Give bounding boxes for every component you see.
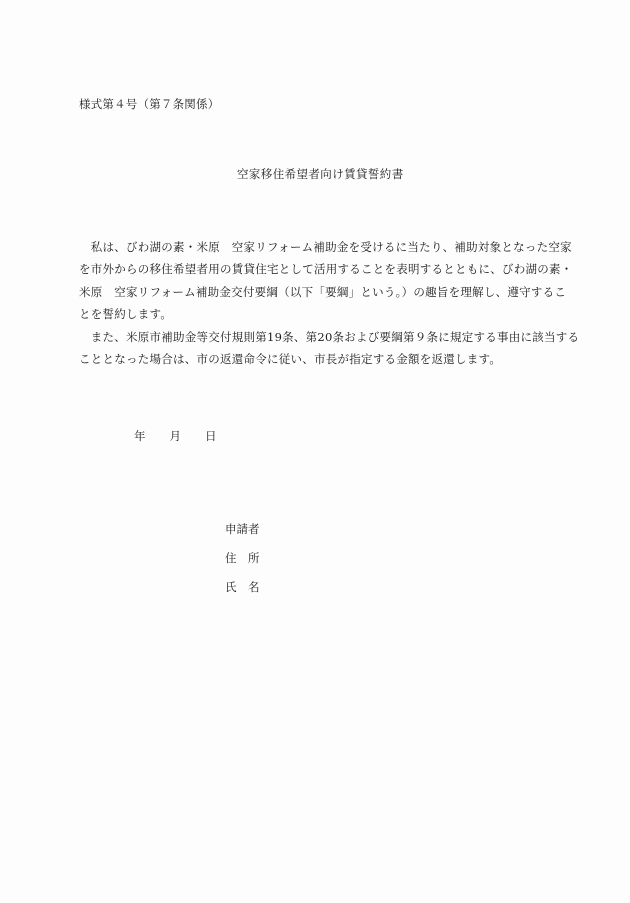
pledge-body: [79, 236, 580, 370]
paragraph-1-line-1: 私は、びわ湖の素・米原 空家リフォーム補助金を受けるに当たり、補助対象となった空家: [79, 240, 572, 254]
form-number: 様式第４号（第７条関係）: [79, 97, 220, 111]
applicant-label: 申請者: [225, 522, 260, 536]
signature-block: [225, 521, 260, 608]
address-label: 住 所: [225, 551, 260, 565]
year-label: 年: [134, 429, 146, 443]
paragraph-1-line-2: を市外からの移住希望者用の賃貸住宅として活用することを表明するとともに、びわ湖の素・: [79, 262, 573, 277]
month-label: 月: [169, 429, 181, 443]
paragraph-1-line-4: とを誓約します。: [79, 307, 173, 322]
name-label: 氏 名: [225, 580, 260, 594]
document-title: 空家移住希望者向け賃貸誓約書: [237, 167, 404, 181]
date-line: [134, 428, 217, 444]
paragraph-2-line-1: また、米原市補助金等交付規則第19条、第20条および要綱第９条に規定する事由に該当する: [79, 329, 580, 344]
paragraph-2-line-2: こととなった場合は、市の返還命令に従い、市長が指定する金額を返還します。: [79, 352, 502, 367]
day-label: 日: [205, 429, 217, 443]
paragraph-1-line-3: 米原 空家リフォーム補助金交付要綱（以下「要綱」という。）の趣旨を理解し、遵守するこ: [79, 284, 567, 299]
